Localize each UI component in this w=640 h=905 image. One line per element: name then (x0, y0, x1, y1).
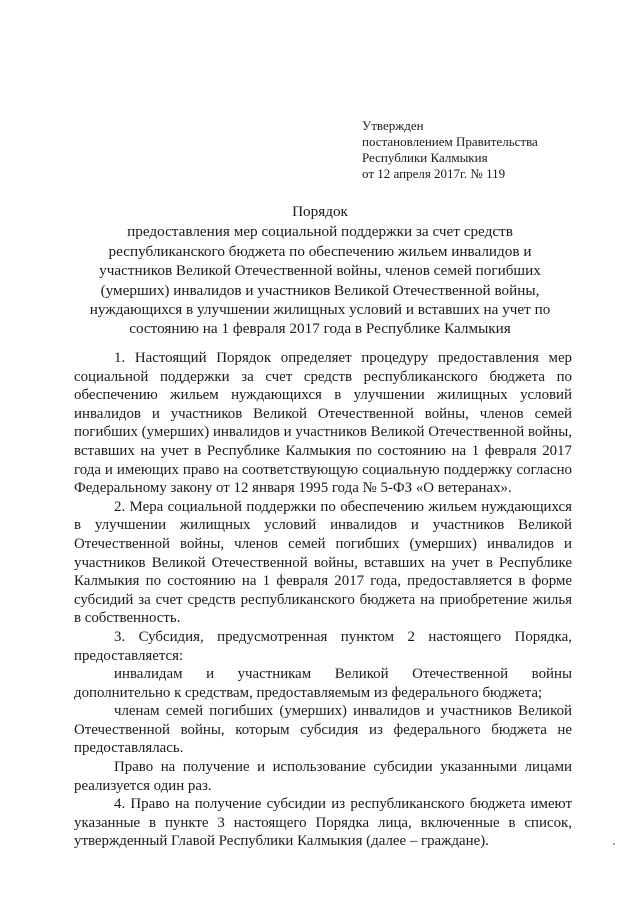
approval-line-republic: Республики Калмыкия (362, 150, 488, 165)
approval-line-resolution: постановлением Правительства (362, 134, 538, 149)
paragraph-4: 4. Право на получение субсидии из республиканского бюджета имеют указанные в пункте 3 настоящего Порядка лица, включенные в список, утвержденный Главой Республики Калмыкия (далее – граждане). (74, 796, 572, 850)
paragraph-3-once: Право на получение и использование субсидии указанными лицами реализуется один раз. (74, 759, 572, 794)
document-title (60, 202, 580, 339)
approval-line-approved: Утвержден (362, 118, 424, 133)
title-line: предоставления мер социальной поддержки за счет средств (127, 223, 513, 241)
document-body (74, 349, 572, 851)
approval-line-date-number: от 12 апреля 2017г. № 119 (362, 166, 506, 181)
scan-speck (613, 843, 615, 845)
title-heading: Порядок (292, 203, 348, 220)
paragraph-1: 1. Настоящий Порядок определяет процедуру предоставления мер социальной поддержки за счет средств республиканского бюджета по обеспечению жильем нуждающихся в улучшении жилищных условий инвалидов и участников Великой Отечественной войны, членов семей погибших (умерших) инвалидов и участников Великой Отечественной войны, вставших на учет в Республике Калмыкия по состоянию на 1 февраля 2017 года и имеющих право на соответствующую социальную поддержку согласно Федеральному закону от 12 января 1995 года № 5-ФЗ «О ветеранах». (74, 350, 572, 497)
title-line: состоянию на 1 февраля 2017 года в Республике Калмыкия (129, 320, 511, 338)
title-line: (умерших) инвалидов и участников Великой Отечественной войны, (100, 281, 540, 299)
paragraph-3-item-invalids: инвалидам и участникам Великой Отечественной войны дополнительно к средствам, предоставляемым из федерального бюджета; (74, 666, 572, 701)
title-line: участников Великой Отечественной войны, членов семей погибших (99, 262, 541, 280)
paragraph-3-item-family: членам семей погибших (умерших) инвалидов и участников Великой Отечественной войны, которым субсидия из федерального бюджета не предоставлялась. (74, 703, 572, 757)
approval-stamp-block (362, 118, 538, 182)
paragraph-3: 3. Субсидия, предусмотренная пунктом 2 настоящего Порядка, предоставляется: (74, 628, 572, 664)
paragraph-2: 2. Мера социальной поддержки по обеспечению жильем нуждающихся в улучшении жилищных условий инвалидов и участников Великой Отечественной войны, членов семей погибших (умерших) инвалидов и участников Великой Отечественной войны, вставших на учет в Республике Калмыкия по состоянию на 1 февраля 2017 года, предоставляется в форме субсидий за счет средств республиканского бюджета на приобретение жилья в собственность. (74, 498, 572, 627)
title-line: республиканского бюджета по обеспечению жильем инвалидов и (108, 242, 532, 260)
title-line: нуждающихся в улучшении жилищных условий и вставших на учет по (89, 301, 551, 319)
